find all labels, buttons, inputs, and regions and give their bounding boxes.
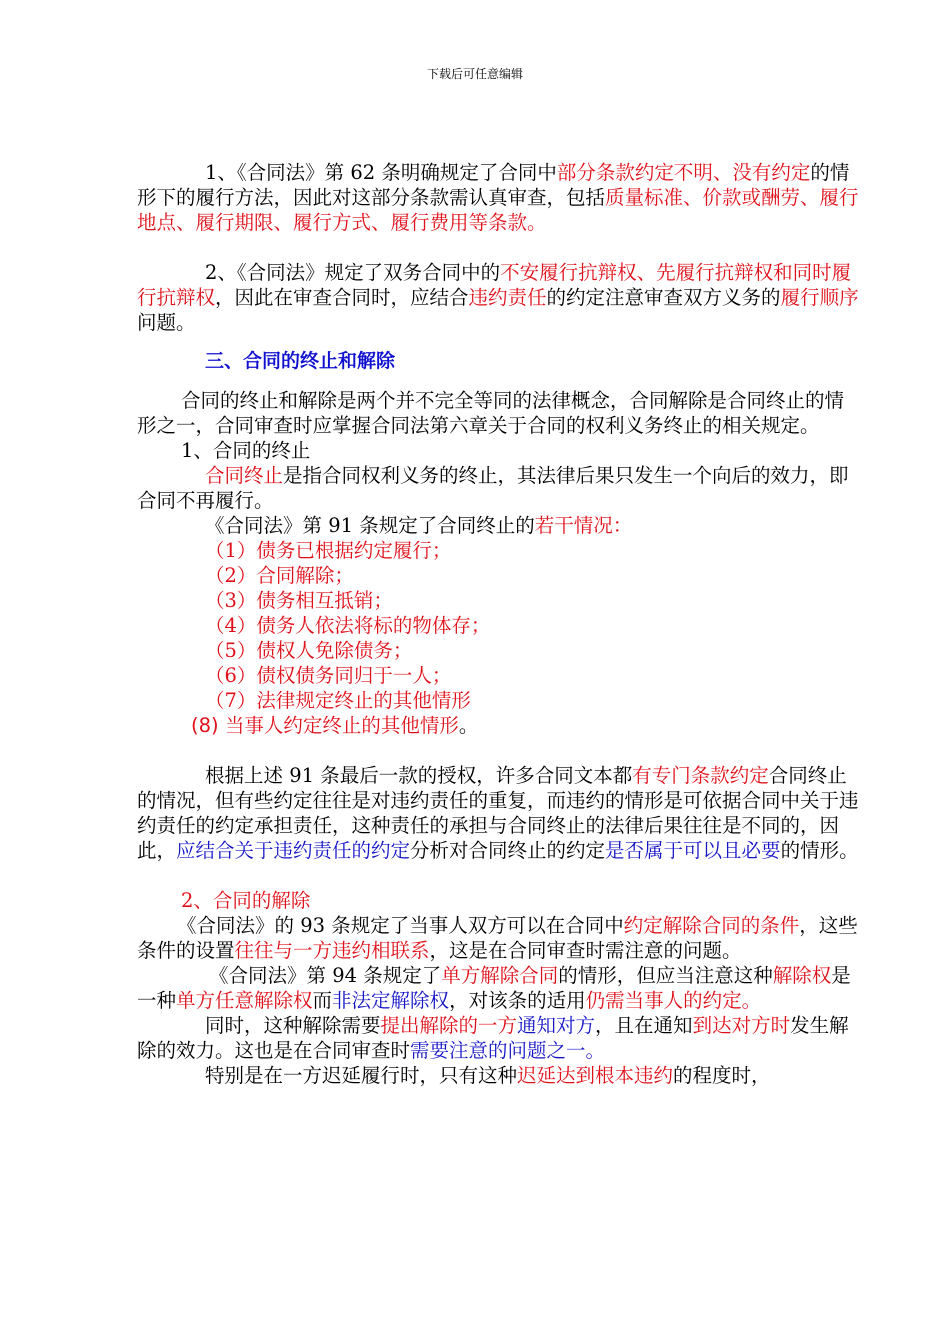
list-item: （4）债务人依法将标的物体存； [205,614,491,637]
paragraph-2: 2、《合同法》规定了双务合同中的不安履行抗辩权、先履行抗辩权和同时履行抗辩权，因此在审查合同时，应结合违约责任的约定注意审查双方义务的履行顺序问题。 [137,261,859,334]
list-item: （3）债务相互抵销； [205,589,393,612]
termination-list [137,538,861,713]
paragraph-6: 根据上述 91 条最后一款的授权，许多合同文本都有专门条款约定合同终止的情况，但有些约定往往是对违约责任的重复，而违约的情形是可依据合同中关于违约责任的约定承担责任，这种责任的承担与合同终止的法律后果往往是不同的，因此，应结合关于违约责任的约定分析对合同终止的约定是否属于可以且必要的情形。 [137,764,859,862]
page-header: 下载后可任意编辑 [426,67,523,81]
paragraph-9: 同时，这种解除需要提出解除的一方通知对方，且在通知到达对方时发生解除的效力。这也是在合同审查时需要注意的问题之一。 [137,1014,849,1062]
paragraph-4: 合同终止是指合同权利义务的终止，其法律后果只发生一个向后的效力，即合同不再履行。 [137,464,849,512]
paragraph-8: 《合同法》第 94 条规定了单方解除合同的情形，但应当注意这种解除权是一种单方任意解除权而非法定解除权，对该条的适用仍需当事人的约定。 [137,964,851,1012]
document-body [137,160,861,1088]
section-heading: 三、合同的终止和解除 [205,350,396,372]
subheading-rescission: 2、合同的解除 [181,889,311,912]
paragraph-3: 合同的终止和解除是两个并不完全等同的法律概念，合同解除是合同终止的情形之一，合同审查时应掌握合同法第六章关于合同的权利义务终止的相关规定。 [137,389,845,437]
list-item-8: (8) 当事人约定终止的其他情形。 [191,714,479,737]
paragraph-7: 《合同法》的 93 条规定了当事人双方可以在合同中约定解除合同的条件，这些条件的设置往往与一方违约相联系，这是在合同审查时需注意的问题。 [137,914,858,962]
list-item: （5）债权人免除债务； [205,639,413,662]
paragraph-10: 特别是在一方迟延履行时，只有这种迟延达到根本违约的程度时， [205,1064,771,1087]
paragraph-5: 《合同法》第 91 条规定了合同终止的若干情况： [205,514,633,537]
paragraph-1: 1、《合同法》第 62 条明确规定了合同中部分条款约定不明、没有约定的情形下的履行方法，因此对这部分条款需认真审查，包括质量标准、价款或酬劳、履行地点、履行期限、履行方式、履行费用等条款。 [137,161,859,234]
list-item: （7）法律规定终止的其他情形 [205,689,471,712]
subheading-termination: 1、合同的终止 [181,439,311,462]
list-item: （1）债务已根据约定履行； [205,539,452,562]
list-item: （2）合同解除； [205,564,354,587]
list-item: （6）债权债务同归于一人； [205,664,452,687]
